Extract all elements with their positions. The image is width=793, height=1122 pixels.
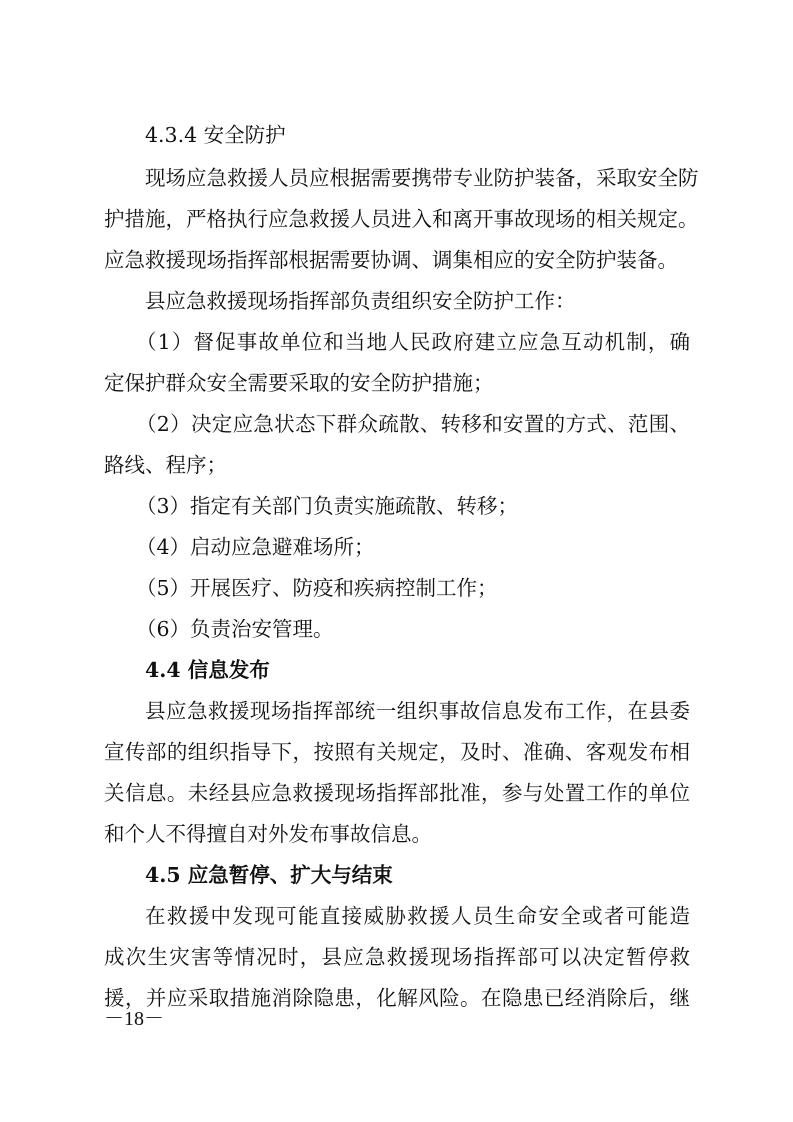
paragraph-line: 宣传部的组织指导下，按照有关规定，及时、准确、客观发布相 [104, 740, 690, 764]
paragraph-line: 县应急救援现场指挥部负责组织安全防护工作： [145, 289, 576, 313]
paragraph-line: 关信息。未经县应急救援现场指挥部批准，参与处置工作的单位 [104, 781, 690, 805]
paragraph-line: 成次生灾害等情况时，县应急救援现场指挥部可以决定暂停救 [104, 945, 690, 969]
section-heading-4-5: 4.5 应急暂停、扩大与结束 [145, 863, 393, 887]
paragraph-line: 护措施，严格执行应急救援人员进入和离开事故现场的相关规定。 [104, 207, 699, 231]
list-item-line: 路线、程序； [104, 453, 227, 477]
paragraph-line: 应急救援现场指挥部根据需要协调、调集相应的安全防护装备。 [104, 248, 678, 272]
paragraph-line: 和个人不得擅自对外发布事故信息。 [104, 822, 432, 846]
list-item-line: （4）启动应急避难场所； [136, 535, 375, 559]
list-item-line: （1）督促事故单位和当地人民政府建立应急互动机制，确 [136, 330, 690, 354]
list-item-line: 定保护群众安全需要采取的安全防护措施； [104, 371, 494, 395]
paragraph-line: 县应急救援现场指挥部统一组织事故信息发布工作，在县委 [145, 699, 690, 723]
list-item-line: （5）开展医疗、防疫和疾病控制工作； [136, 576, 498, 600]
list-item-line: （2）决定应急状态下群众疏散、转移和安置的方式、范围、 [136, 412, 690, 436]
paragraph-line: 现场应急救援人员应根据需要携带专业防护装备，采取安全防 [145, 166, 699, 190]
subsection-heading-4-3-4: 4.3.4 安全防护 [145, 123, 286, 147]
paragraph-line: 援，并应采取措施消除隐患，化解风险。在隐患已经消除后，继 [104, 986, 690, 1010]
section-heading-4-4: 4.4 信息发布 [145, 658, 270, 682]
list-item-line: （3）指定有关部门负责实施疏散、转移； [136, 494, 519, 518]
page-number: －18－ [104, 1008, 164, 1030]
paragraph-line: 在救援中发现可能直接威胁救援人员生命安全或者可能造 [145, 904, 690, 928]
list-item-line: （6）负责治安管理。 [136, 617, 334, 641]
